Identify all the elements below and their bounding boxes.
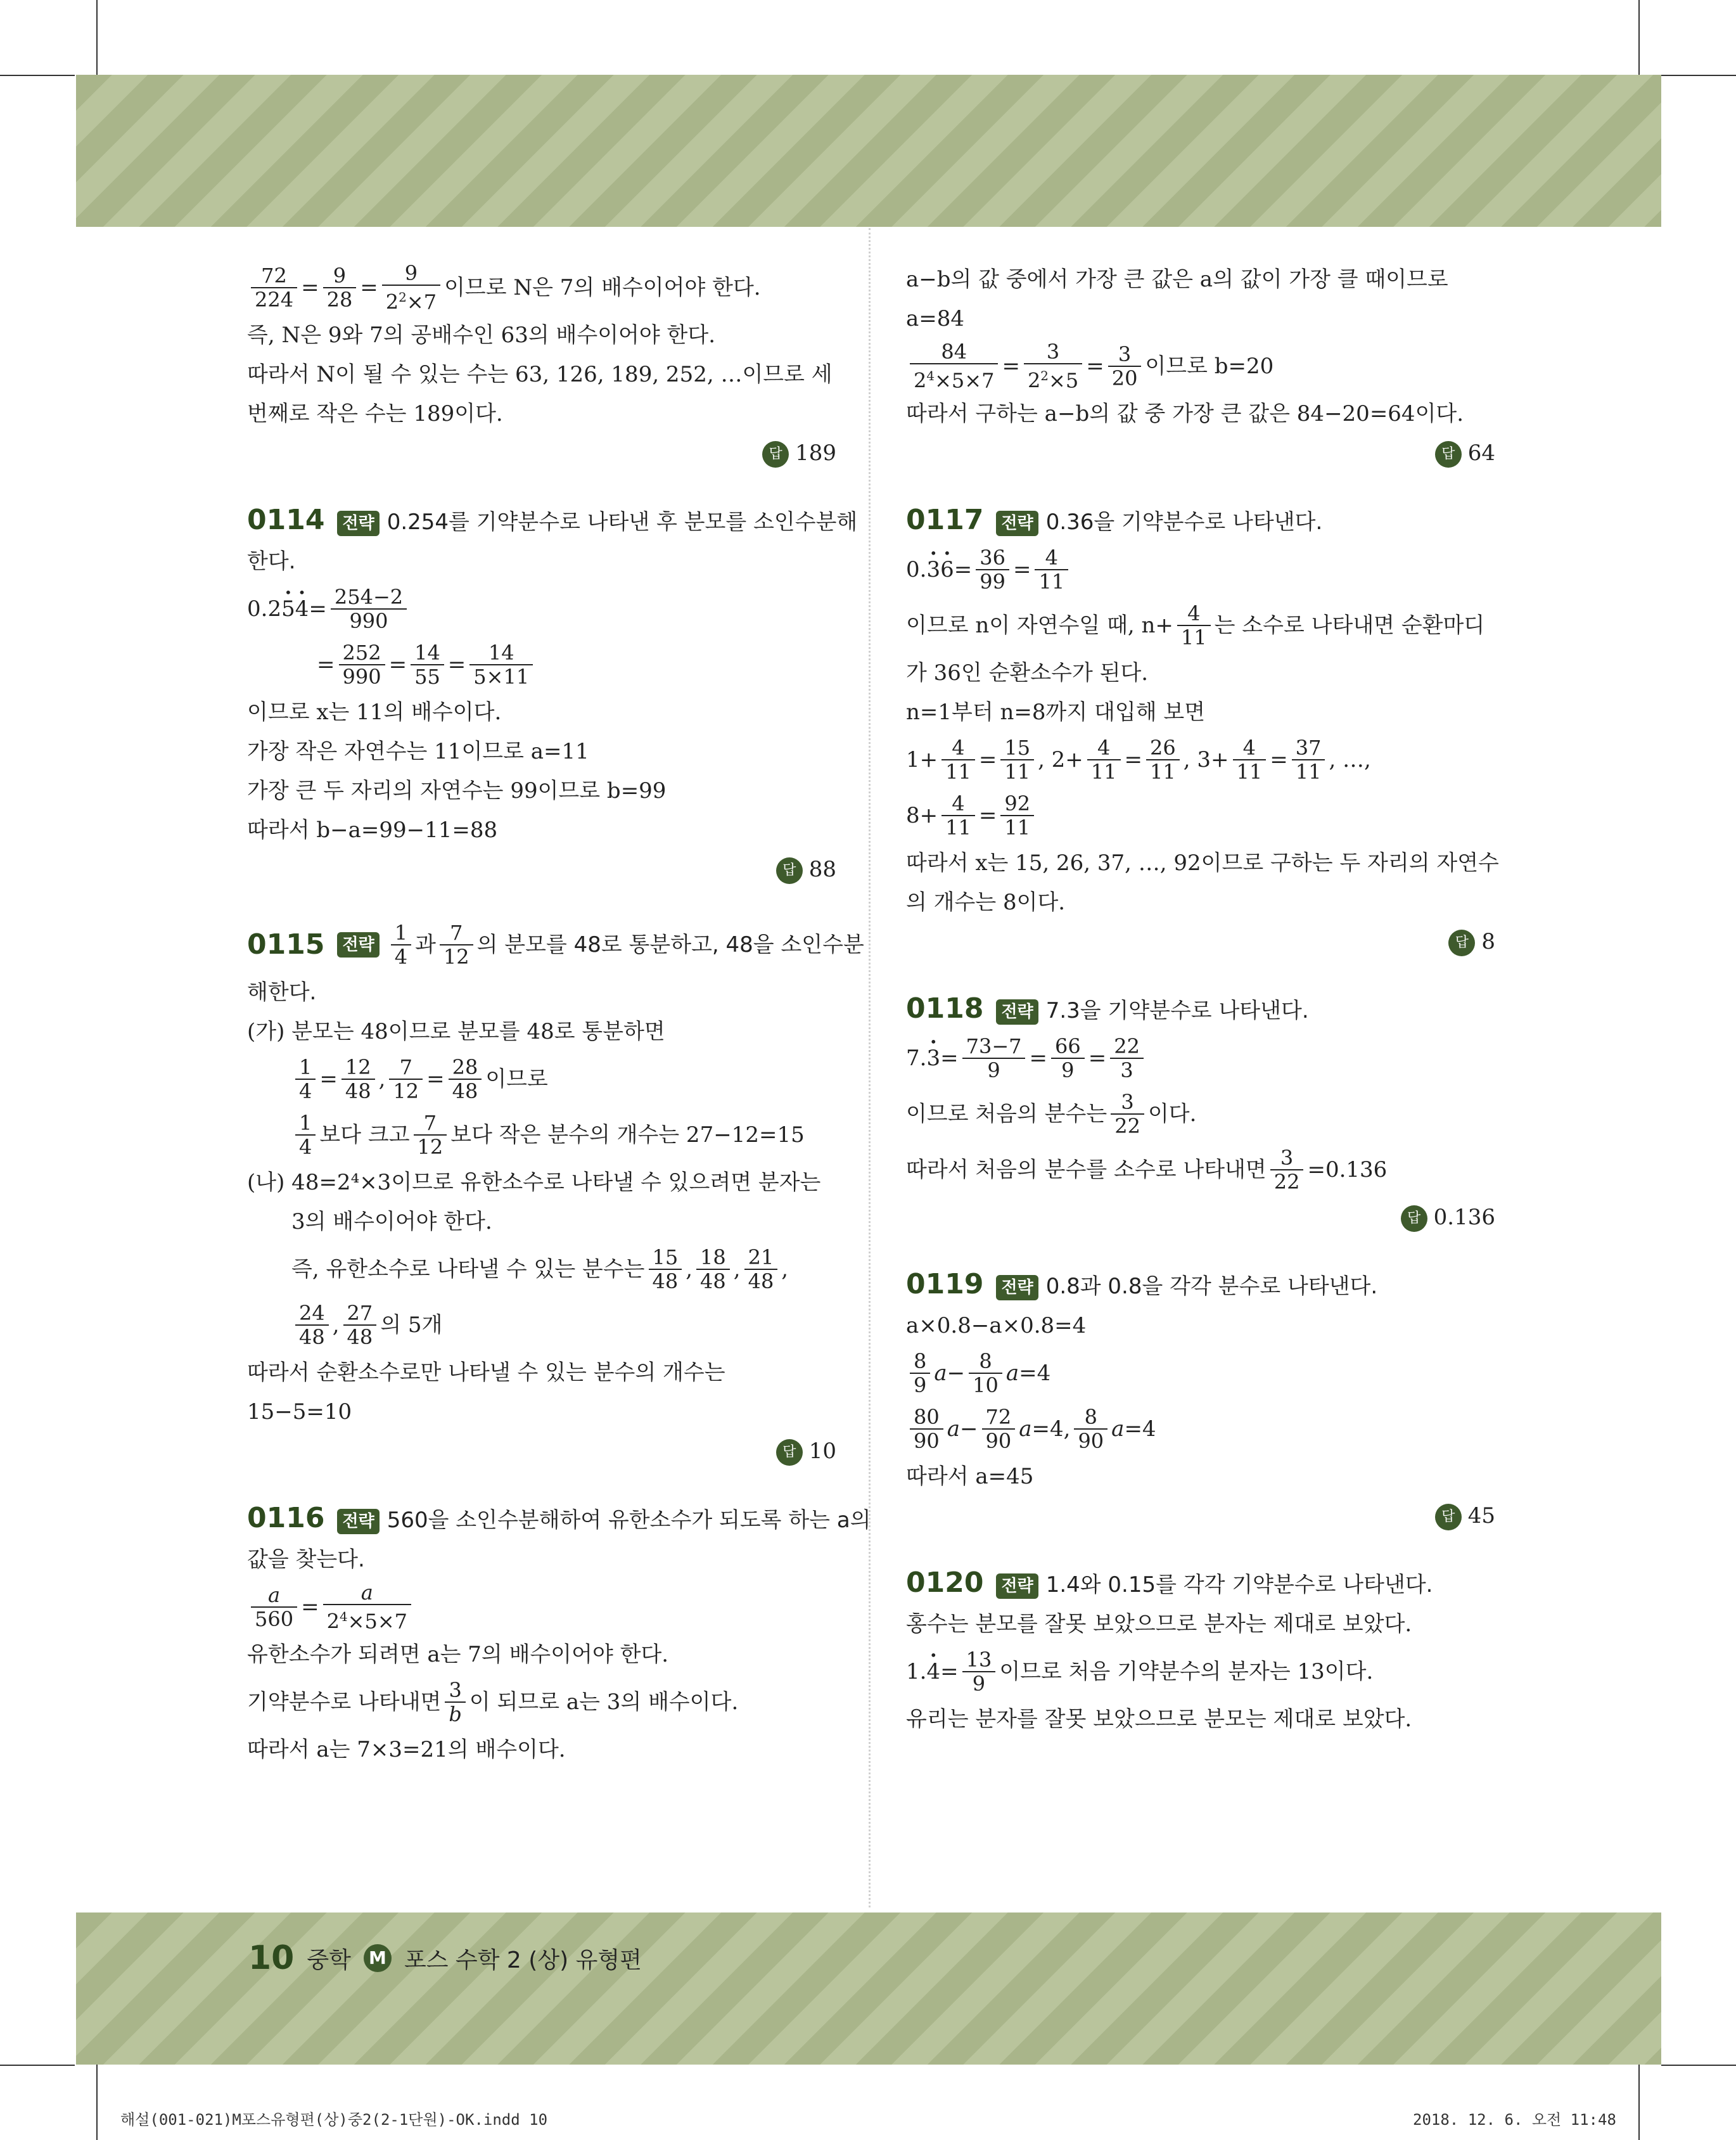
right-column [906,260,1499,1739]
equation: $\frac{80}{90}$ a − $\frac{72}{90}$ a =4, $\frac{8}{90}$ a =4 [906,1401,1495,1457]
print-slug-file: 해설(001-021)M포스유형편(상)중2(2-1단원)-OK.indd 10 [120,2111,548,2129]
equation: 따라서 처음의 분수를 소수로 나타내면 $\frac{3}{22}$ =0.136 [906,1146,1388,1194]
crop-mark [1638,0,1640,75]
strategy-text: 7.3을 기약분수로 나타낸다. [1045,998,1309,1023]
text-line: 즉, N은 9와 7의 공배수인 63의 배수이어야 한다. [247,323,716,348]
text-line: (나) 48=2⁴×3이므로 유한소수로 나타낼 수 있으려면 분자는 [247,1170,821,1195]
strategy-tag: 전략 [996,511,1038,536]
text-line: 따라서 a=45 [906,1464,1034,1489]
equation: 8+ $\frac{4}{11}$ = $\frac{92}{11}$ [906,788,1495,843]
text-line: 이므로 x는 11의 배수이다. [247,700,502,725]
equation: 즉, 유한소수로 나타낼 수 있는 분수는 $\frac{15}{48}$ , $\frac{18}{48}$ , $\frac{21}{48}$ , [291,1245,789,1293]
equation: $\frac{1}{4}$ = $\frac{12}{48}$ , $\frac{7}{12}$ = $\frac{28}{48}$ 이므로 [247,1051,836,1107]
text-line: n=1부터 n=8까지 대입해 보면 [906,700,1206,725]
problem-number: 0118 [906,992,984,1025]
brand-logo-icon: M [364,1944,392,1972]
equation: $\frac{a}{560}$ = $\frac{a}{2^4\times 5\times 7}$ [247,1579,836,1635]
equation: $\frac{8}{9}$ a − $\frac{8}{10}$ a =4 [906,1345,1495,1401]
strategy-text: 해한다. [247,980,317,1005]
series-title: 포스 수학 2 (상) 유형편 [404,1947,642,1973]
column-divider [869,228,871,1907]
strategy-text: 1.4와 0.15를 각각 기약분수로 나타낸다. [1045,1572,1433,1598]
strategy-tag: 전략 [996,999,1038,1025]
answer-badge-icon: 답 [1401,1205,1427,1232]
equation: 1+ $\frac{4}{11}$ = $\frac{15}{11}$ , 2+ $\frac{4}{11}$ = $\frac{26}{11}$ , 3+ $\frac{4}{11}$ = $\frac{37}{11}$ , …, [906,736,1371,784]
equation: 0.2 5 • 4 • = $\frac{254-2}{990}$ [247,581,836,637]
equation: 0. 3 • 6 • = $\frac{36}{99}$ = $\frac{4}{11}$ [906,542,1495,598]
problem-0114 [247,501,858,889]
crop-mark [1661,75,1736,76]
equation: $\frac{72}{224}$ = $\frac{9}{28}$ = $\frac{9}{2^2\times 7}$ 이므로 N은 7의 배수이어야 한다. [247,260,836,316]
strategy-tag: 전략 [337,511,379,536]
text-line: 따라서 순환소수로만 나타낼 수 있는 분수의 개수는 [247,1360,725,1385]
problem-number: 0115 [247,928,325,961]
problem-number: 0117 [906,504,984,536]
equation: 이므로 n이 자연수일 때, n+ $\frac{4}{11}$ 는 소수로 나타내면 순환마디 [906,601,1485,650]
answer: 답 189 [247,433,836,473]
equation: 7. 3 • = $\frac{73-7}{9}$ = $\frac{66}{9}$ = $\frac{22}{3}$ [906,1030,1495,1086]
answer-badge-icon: 답 [762,441,789,468]
equation: = $\frac{252}{990}$ = $\frac{14}{55}$ = $\frac{14}{5\times 11}$ [247,637,836,693]
problem-number: 0119 [906,1268,984,1300]
page-number: 10 [248,1939,295,1977]
strategy-text: 0.254를 기약분수로 나타낸 후 분모를 소인수분해 [386,509,858,535]
strategy-text: 0.8과 0.8을 각각 분수로 나타낸다. [1045,1274,1378,1299]
problem-0119 [906,1265,1495,1535]
strategy-text: 한다. [247,549,296,574]
text-line: 유리는 분자를 잘못 보았으므로 분모는 제대로 보았다. [906,1707,1412,1732]
strategy-text: 560을 소인수분해하여 유한소수가 되도록 하는 a의 [386,1508,871,1533]
crop-mark [0,2065,75,2066]
text-line: 따라서 x는 15, 26, 37, …, 92이므로 구하는 두 자리의 자연수 [906,850,1499,876]
text-line: 이므로 N은 7의 배수이어야 한다. [444,275,761,300]
text-line: 3의 배수이어야 한다. [291,1209,492,1234]
text-line: 따라서 a는 7×3=21의 배수이다. [247,1737,566,1762]
equation: $\frac{24}{48}$ , $\frac{27}{48}$ 의 5개 [247,1297,836,1353]
text-line: a−b의 값 중에서 가장 큰 값은 a의 값이 가장 클 때이므로 [906,267,1448,292]
answer-badge-icon: 답 [776,857,803,884]
header-band [76,75,1661,227]
equation: 기약분수로 나타내면 $\frac{3}{b}$ 이 되므로 a는 3의 배수이다. [247,1678,739,1726]
equation: 이므로 처음의 분수는 $\frac{3}{22}$ 이다. [906,1090,1197,1138]
equation: $\frac{84}{2^4\times 5\times 7}$ = $\frac{3}{2^2\times 5}$ = $\frac{3}{20}$ 이므로 b=20 [906,338,1495,394]
strategy-tag: 전략 [337,1509,379,1534]
footer-band [76,1913,1661,2065]
strategy-text: 의 분모를 48로 통분하고, 48을 소인수분 [476,932,864,958]
crop-mark [1661,2065,1736,2066]
answer-badge-icon: 답 [1435,441,1462,468]
problem-0118 [906,989,1495,1237]
text-line: 가장 작은 자연수는 11이므로 a=11 [247,739,589,764]
problem-number: 0114 [247,504,325,536]
problem-0115: 0115 전략 $\frac{1}{4}$ 과 $\frac{7}{12}$ 의 분모를 48로 통분하고, 48을 소인수분 해한다. (가) 분모는 48이므로 분모를 48로 통분하면 $\frac{1}{4}$ = $\frac{12}{48}$ , $\frac{7}{12}$ = $\frac{28}{48}$ 이므로 $\frac{1}{4}$ 보다 크고 $\frac{7}{12}$ 보다 작은 분수의 개수는 27−12=15 (나) 48=2⁴×3이므로 유한소수로 나타낼 수 있으려면 분자는 3의 배수이어야 한다. 즉, 유한소수로 나타낼 수 있는 분수는 $\frac{15}{48}$ , $\frac{18}{48}$ , $\frac{21}{48}$ , $\frac{24}{48}$ , $\frac{27}{48}$ 의 5개 따라서 순환소수로만 나타낼 수 있는 분수의 개수는 15−5=10 답 10 [247,917,836,1471]
answer: 답 8 [906,922,1495,961]
left-column [247,260,871,1769]
strategy-text: 값을 찾는다. [247,1547,365,1572]
text-line: 유한소수가 되려면 a는 7의 배수이어야 한다. [247,1642,669,1667]
answer: 답 10 [247,1432,836,1471]
text-line: a×0.8−a×0.8=4 [906,1313,1087,1338]
text-line: 가 36인 순환소수가 된다. [906,660,1149,686]
page-footer [248,1939,642,1977]
text-line: 번째로 작은 수는 189이다. [247,401,503,426]
text-line: a=84 [906,306,965,331]
text-line: 의 개수는 8이다. [906,890,1066,915]
series-label: 중학 [307,1947,351,1973]
text-line: 가장 큰 두 자리의 자연수는 99이므로 b=99 [247,778,667,804]
text-line: (가) 분모는 48이므로 분모를 48로 통분하면 [247,1019,665,1044]
strategy-text: 0.36을 기약분수로 나타낸다. [1045,509,1323,535]
strategy-tag: 전략 [337,932,379,958]
problem-0116 [247,1499,871,1769]
problem-number: 0116 [247,1502,325,1534]
problem-0117 [906,501,1499,961]
problem-0120 [906,1563,1495,1739]
crop-mark [96,0,98,75]
text-line: 따라서 N이 될 수 있는 수는 63, 126, 189, 252, …이므로 세 [247,362,833,387]
answer-badge-icon: 답 [776,1439,803,1466]
crop-mark [1638,2065,1640,2140]
strategy-tag: 전략 [996,1275,1038,1300]
text-line: 홍수는 분모를 잘못 보았으므로 분자는 제대로 보았다. [906,1611,1412,1637]
print-slug-date: 2018. 12. 6. 오전 11:48 [1413,2111,1616,2129]
answer-badge-icon: 답 [1435,1504,1462,1530]
answer: 답 0.136 [906,1198,1495,1237]
strategy-tag: 전략 [996,1573,1038,1599]
problem-number: 0120 [906,1567,984,1599]
equation: $\frac{1}{4}$ 보다 크고 $\frac{7}{12}$ 보다 작은 분수의 개수는 27−12=15 [247,1107,836,1163]
text-line: 따라서 b−a=99−11=88 [247,817,498,843]
crop-mark [0,75,75,76]
equation: 1. 4 • = $\frac{13}{9}$ 이므로 처음 기약분수의 분자는 13이다. [906,1644,1495,1700]
answer: 답 88 [247,850,836,889]
answer: 답 45 [906,1496,1495,1535]
crop-mark [96,2065,98,2140]
answer-badge-icon: 답 [1448,930,1475,956]
text-line: 따라서 구하는 a−b의 값 중 가장 큰 값은 84−20=64이다. [906,401,1464,426]
text-line: 15−5=10 [247,1399,352,1425]
answer: 답 64 [906,433,1495,473]
